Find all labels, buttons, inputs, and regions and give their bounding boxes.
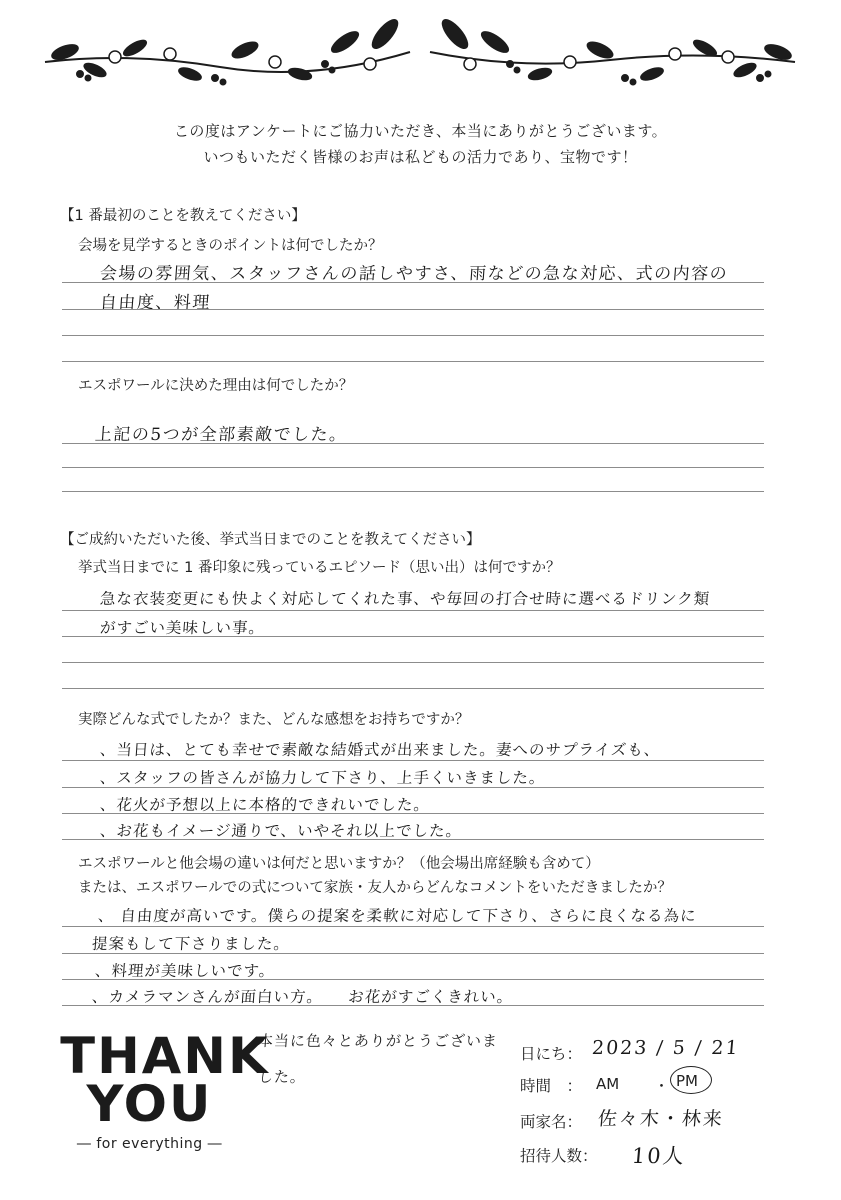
answer-rule: [62, 467, 764, 468]
answer-reason-chosen-line-1: 上記の5つが全部素敵でした。: [94, 425, 349, 445]
thank-you-subtitle: ― for everything ―: [76, 1136, 223, 1152]
guest-count-value: 10人: [630, 1144, 687, 1168]
answer-ceremony-line-3: 、花火が予想以上に本格的できれいでした。: [99, 796, 431, 814]
family-name-label: 両家名：: [520, 1113, 583, 1131]
time-separator: ・: [654, 1077, 670, 1095]
answer-rule: [62, 309, 764, 310]
question-venue-visit-points: 会場を見学するときのポイントは何でしたか？: [78, 238, 383, 254]
date-value: 2023 / 5 / 21: [591, 1037, 741, 1059]
thank-you-heading-line-1: THANK: [60, 1027, 270, 1085]
answer-venue-visit-line-2: 自由度、料理: [99, 293, 212, 313]
answer-rule: [62, 610, 764, 611]
answer-rule: [62, 491, 764, 492]
answer-rule: [62, 953, 764, 954]
botanical-garland-decoration: [40, 12, 800, 92]
family-name-value: 佐々木・林来: [596, 1108, 725, 1130]
date-label: 日にち：: [520, 1045, 583, 1063]
question-venue-differences: エスポワールと他会場の違いは何だと思いますか？（他会場出席経験も含めて）: [78, 856, 600, 872]
answer-rule: [62, 282, 764, 283]
answer-ceremony-line-1: 、当日は、とても幸せで素敵な結婚式が出来ました。妻へのサプライズも、: [99, 741, 661, 759]
answer-differences-line-1: 、 自由度が高いです。僕らの提案を柔軟に対応して下さり、さらに良くなる為に: [97, 907, 698, 925]
time-option-am: AM: [596, 1075, 620, 1093]
question-ceremony-impressions: 実際どんな式でしたか？また、どんな感想をお持ちですか？: [78, 712, 470, 728]
answer-rule: [62, 926, 764, 927]
answer-venue-visit-line-1: 会場の雰囲気、スタッフさんの話しやすさ、雨などの急な対応、式の内容の: [99, 264, 729, 284]
answer-differences-line-4: 、カメラマンさんが面白い方。 お花がすごくきれい。: [91, 988, 514, 1006]
section-2-title: 【ご成約いただいた後、挙式当日までのことを教えてください】: [60, 532, 481, 548]
intro-line-1: この度はアンケートにご協力いただき、本当にありがとうございます。: [173, 122, 668, 140]
answer-differences-line-3: 、料理が美味しいです。: [94, 962, 276, 980]
answer-rule: [62, 662, 764, 663]
answer-rule: [62, 688, 764, 689]
selected-time-circle: [670, 1066, 712, 1094]
answer-rule: [62, 361, 764, 362]
answer-memorable-episode-line-1: 急な衣装変更にも快よく対応してくれた事、や毎回の打合せ時に選べるドリンク類: [99, 590, 711, 608]
answer-rule: [62, 839, 764, 840]
answer-rule: [62, 636, 764, 637]
question-reason-chosen: エスポワールに決めた理由は何でしたか？: [78, 378, 354, 394]
question-memorable-episode: 挙式当日までに 1 番印象に残っているエピソード（思い出）は何ですか？: [78, 560, 561, 576]
thank-you-heading-line-2: YOU: [86, 1075, 213, 1133]
answer-rule: [62, 787, 764, 788]
time-option-pm: PM: [676, 1072, 698, 1090]
thank-you-block: [60, 1027, 270, 1152]
guest-count-label: 招待人数：: [520, 1147, 598, 1165]
answer-rule: [62, 813, 764, 814]
answer-rule: [62, 1005, 764, 1006]
answer-differences-line-2: 提案もして下さりました。: [91, 935, 291, 953]
closing-message-line-1: 本当に色々とありがとうございま: [257, 1032, 499, 1050]
answer-ceremony-line-4: 、お花もイメージ通りで、いやそれ以上でした。: [99, 822, 463, 840]
answer-ceremony-line-2: 、スタッフの皆さんが協力して下さり、上手くいきました。: [99, 769, 547, 787]
answer-rule: [62, 443, 764, 444]
intro-line-2: いつもいただく皆様のお声は私どもの活力であり、宝物です！: [203, 148, 638, 166]
answer-rule: [62, 760, 764, 761]
section-1-title: 【1 番最初のことを教えてください】: [60, 208, 306, 224]
time-label: 時間 ：: [520, 1077, 583, 1095]
answer-memorable-episode-line-2: がすごい美味しい事。: [99, 619, 266, 637]
answer-rule: [62, 979, 764, 980]
closing-message-line-2: した。: [257, 1068, 307, 1086]
answer-rule: [62, 335, 764, 336]
question-family-comments: または、エスポワールでの式について家族・友人からどんなコメントをいただきましたか？: [78, 880, 672, 896]
